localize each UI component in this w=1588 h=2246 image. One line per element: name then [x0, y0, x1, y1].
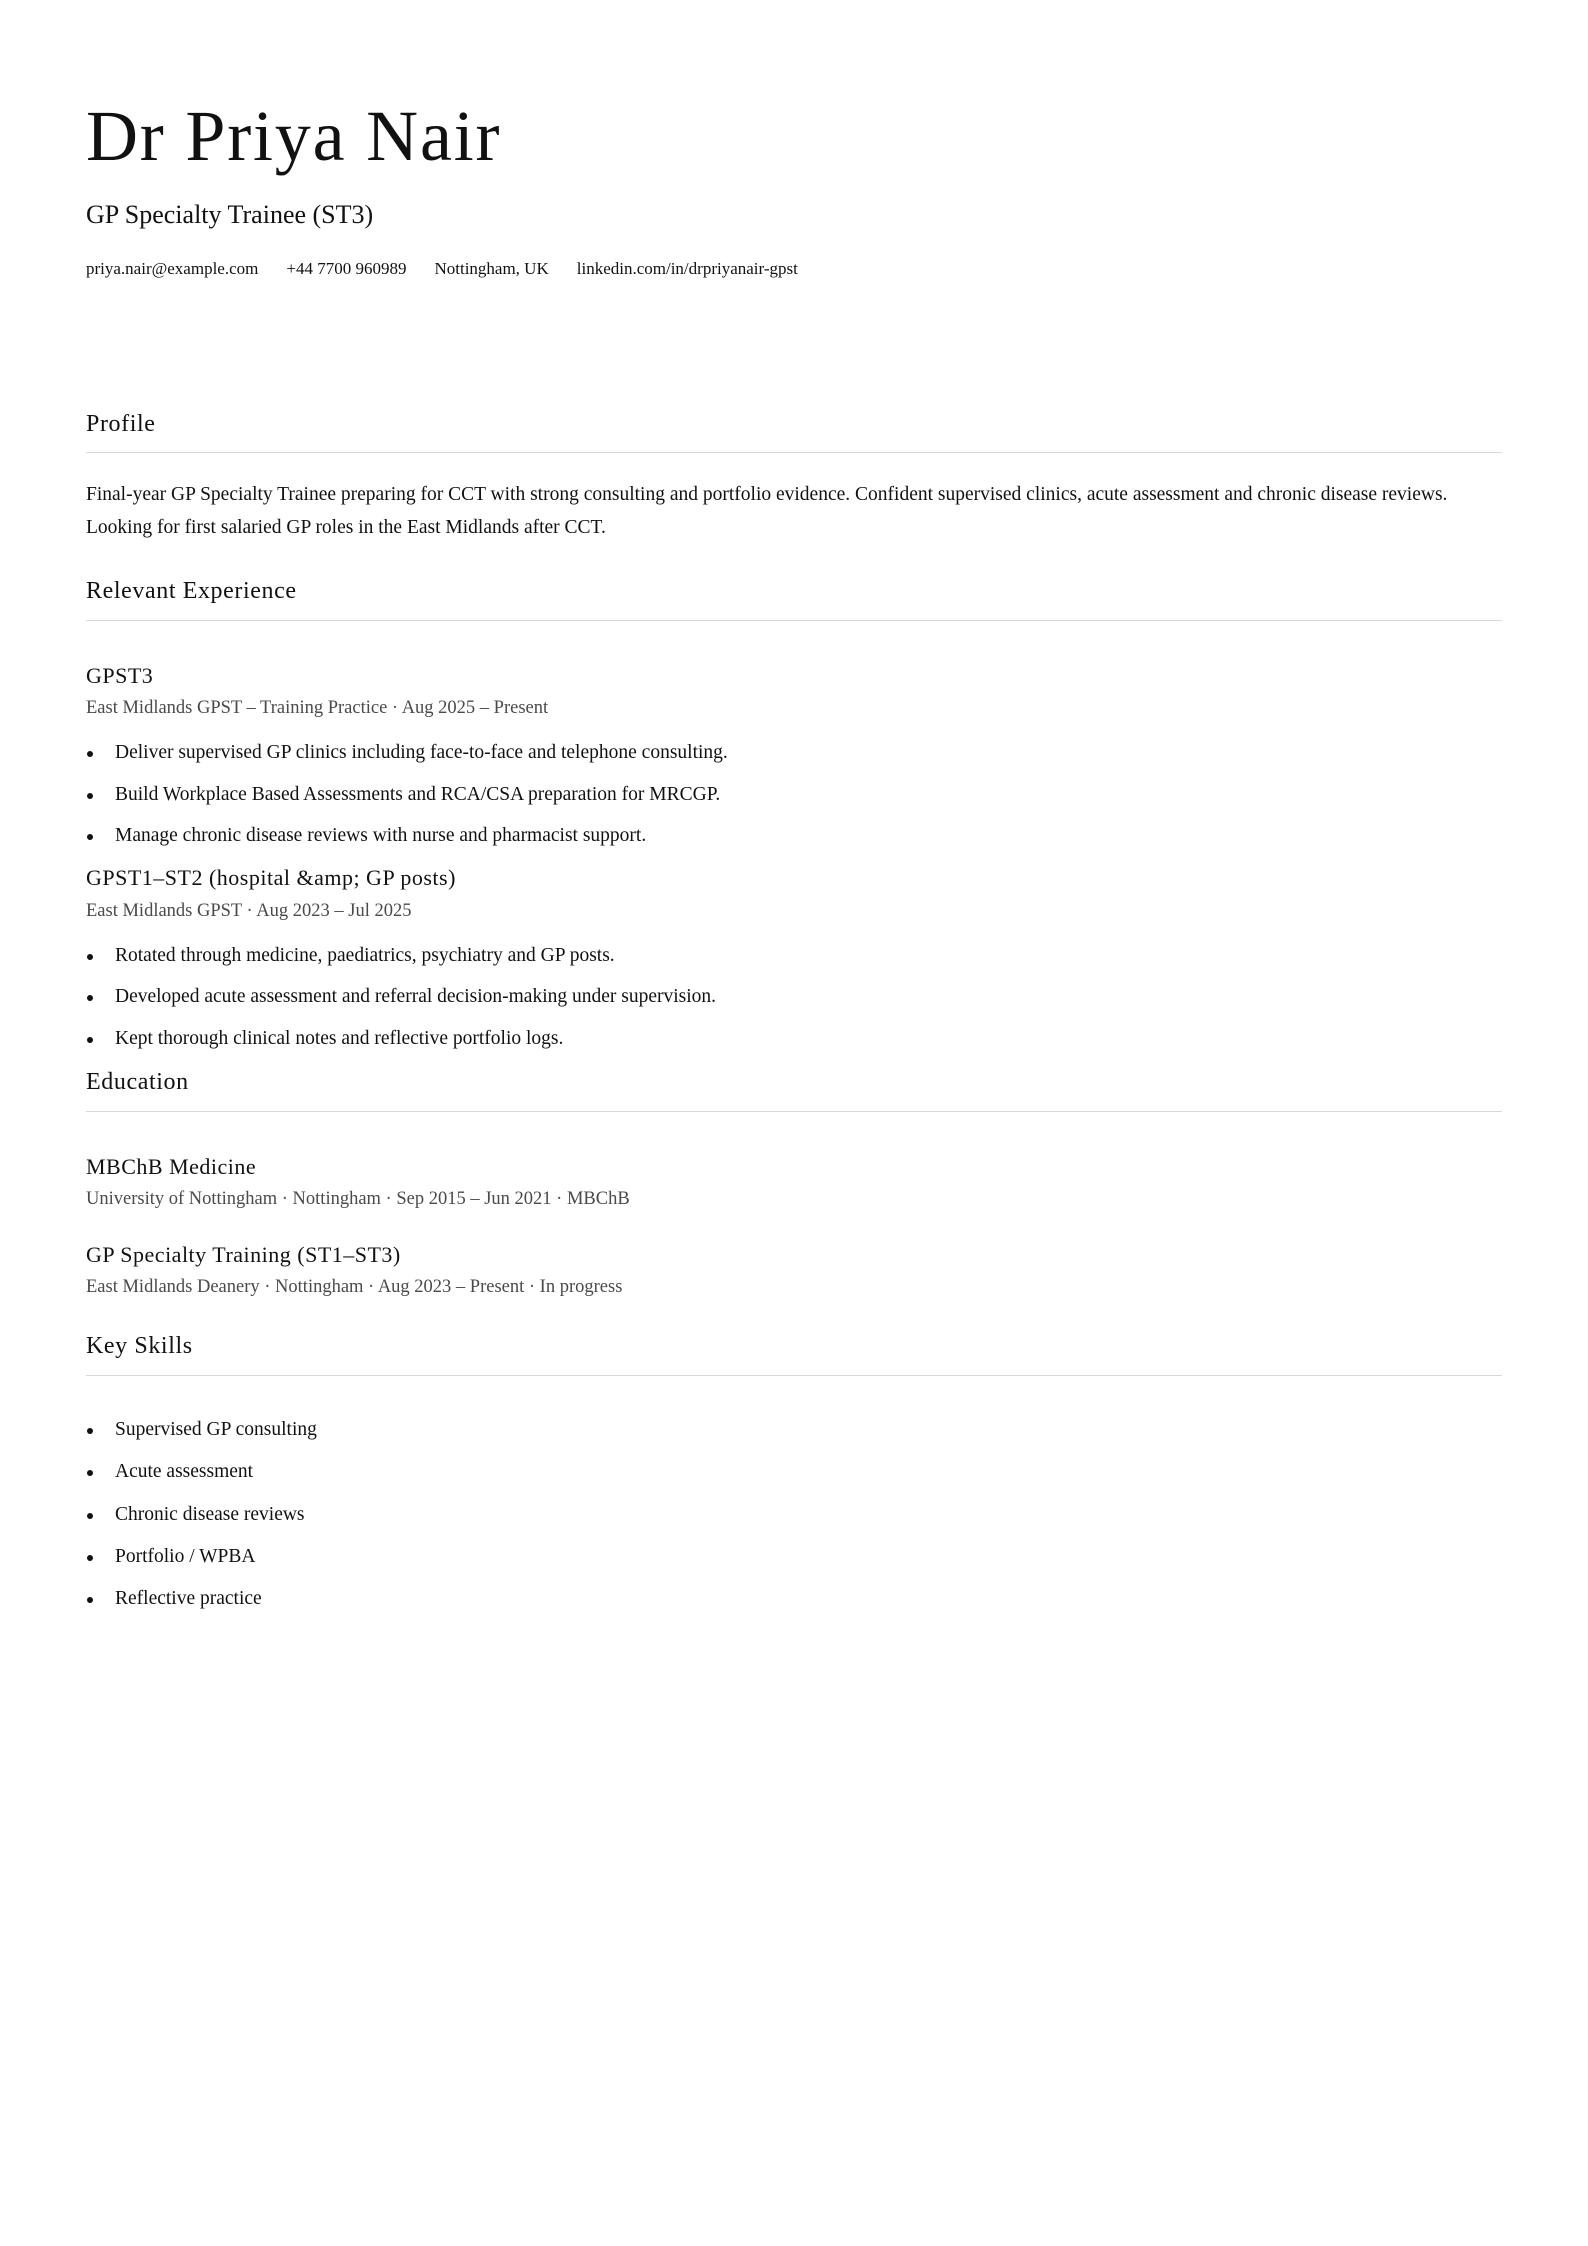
section-title-experience: Relevant Experience	[86, 577, 1502, 621]
job-title: GPST3	[86, 662, 154, 688]
contact-phone[interactable]: +44 7700 960989	[286, 259, 407, 279]
job-meta: East Midlands GPST – Training Practice · Aug 2025 – Present	[86, 698, 549, 719]
section-title-education: Education	[86, 1068, 1502, 1112]
skills-section	[86, 1332, 1502, 1611]
contact-location: Nottingham, UK	[434, 259, 549, 279]
experience-section	[86, 577, 1502, 1050]
skill-item: Acute assessment	[86, 1460, 1502, 1483]
bullet-item: Build Workplace Based Assessments and RCA/CSA preparation for MRCGP.	[86, 783, 1502, 806]
education-meta: University of Nottingham · Nottingham · Sep 2015 – Jun 2021 · MBChB	[86, 1189, 630, 1210]
experience-item	[86, 865, 1502, 1050]
section-title-skills: Key Skills	[86, 1332, 1502, 1376]
education-title: MBChB Medicine	[86, 1153, 257, 1179]
candidate-name: Dr Priya Nair	[86, 96, 502, 176]
job-bullets	[86, 741, 1502, 847]
bullet-item: Manage chronic disease reviews with nurse and pharmacist support.	[86, 824, 1502, 847]
job-title: GPST1–ST2 (hospital &amp; GP posts)	[86, 865, 456, 891]
contact-linkedin[interactable]: linkedin.com/in/drpriyanair-gpst	[576, 259, 798, 279]
skill-item: Chronic disease reviews	[86, 1503, 1502, 1526]
bullet-item: Deliver supervised GP clinics including face-to-face and telephone consulting.	[86, 741, 1502, 764]
profile-text: Final-year GP Specialty Trainee preparing for CCT with strong consulting and portfolio evidence. Confident supervised clinics, acute assessment and chronic disease reviews. Looking for first salaried GP roles in the East Midlands after CCT.	[86, 484, 1448, 539]
skill-item: Supervised GP consulting	[86, 1418, 1502, 1441]
profile-section	[86, 410, 1502, 545]
contact-line	[86, 259, 1502, 279]
skill-item: Reflective practice	[86, 1587, 1502, 1610]
candidate-role: GP Specialty Trainee (ST3)	[86, 200, 374, 229]
education-meta: East Midlands Deanery · Nottingham · Aug 2023 – Present · In progress	[86, 1276, 623, 1297]
experience-item	[86, 663, 1502, 848]
bullet-item: Kept thorough clinical notes and reflective portfolio logs.	[86, 1027, 1502, 1050]
education-item	[86, 1154, 1502, 1211]
header	[86, 96, 1502, 280]
contact-email[interactable]: priya.nair@example.com	[86, 259, 259, 279]
job-bullets	[86, 944, 1502, 1050]
bullet-item: Rotated through medicine, paediatrics, psychiatry and GP posts.	[86, 944, 1502, 967]
skills-list	[86, 1418, 1502, 1611]
education-item	[86, 1242, 1502, 1299]
education-title: GP Specialty Training (ST1–ST3)	[86, 1241, 401, 1267]
skill-item: Portfolio / WPBA	[86, 1545, 1502, 1568]
job-meta: East Midlands GPST · Aug 2023 – Jul 2025	[86, 900, 412, 921]
bullet-item: Developed acute assessment and referral decision-making under supervision.	[86, 985, 1502, 1008]
education-section	[86, 1068, 1502, 1298]
section-title-profile: Profile	[86, 410, 1502, 454]
